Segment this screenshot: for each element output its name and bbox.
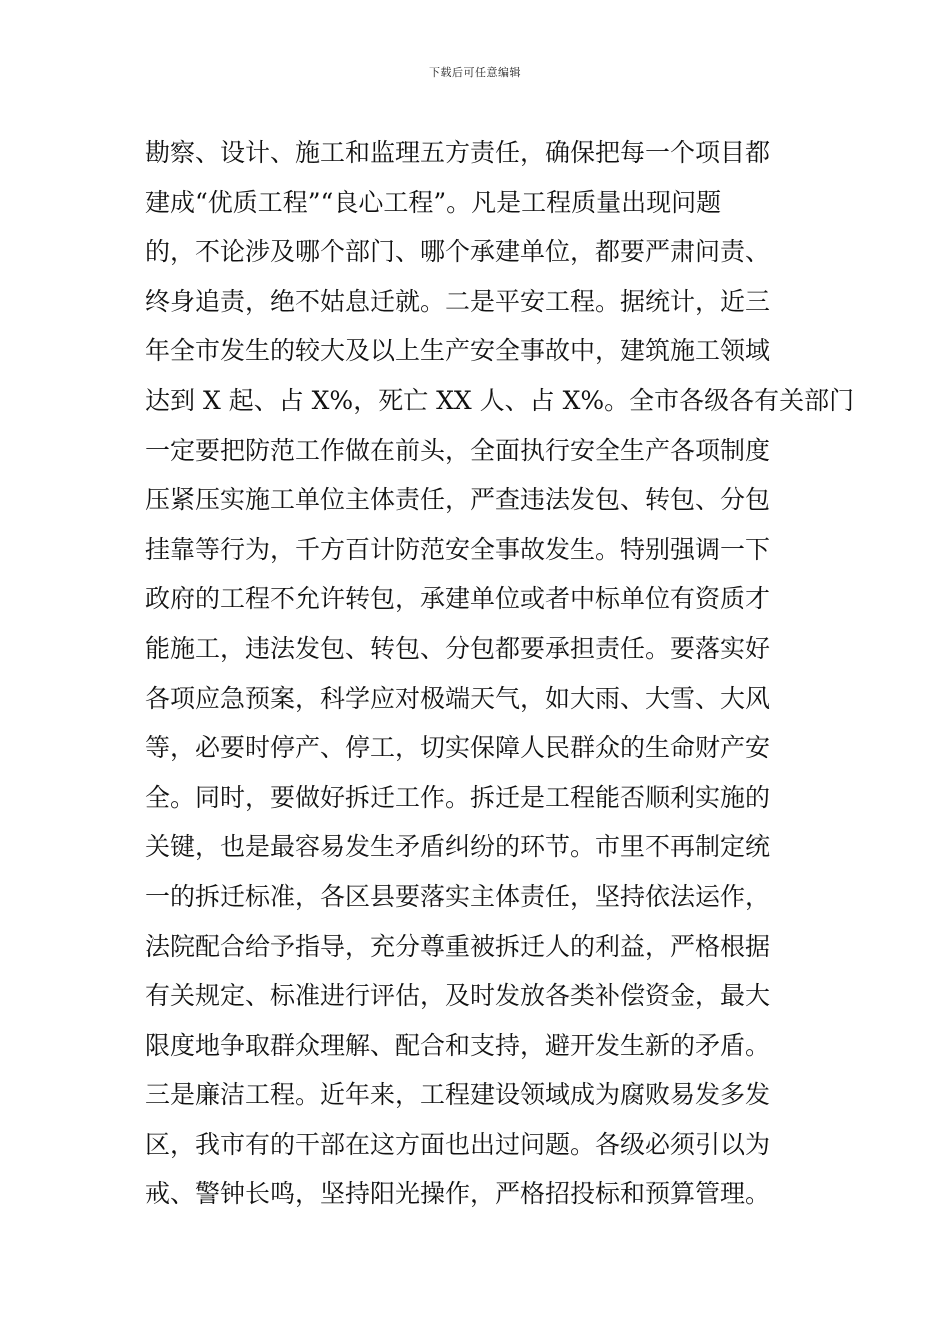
text-line: 等，必要时停产、停工，切实保障人民群众的生命财产安 bbox=[145, 733, 771, 763]
text-line: 压紧压实施工单位主体责任，严查违法发包、转包、分包 bbox=[145, 485, 771, 515]
text-line: 一定要把防范工作做在前头，全面执行安全生产各项制度 bbox=[145, 435, 771, 465]
text-line: 限度地争取群众理解、配合和支持，避开发生新的矛盾。 bbox=[145, 1030, 771, 1060]
text-line: 全。同时，要做好拆迁工作。拆迁是工程能否顺利实施的 bbox=[145, 782, 771, 812]
text-line: 有关规定、标准进行评估，及时发放各类补偿资金，最大 bbox=[145, 981, 771, 1011]
text-line: 建成“优质工程”“良心工程”。凡是工程质量出现问题 bbox=[145, 187, 722, 217]
body-text bbox=[145, 128, 855, 1219]
text-line: 各项应急预案，科学应对极端天气，如大雨、大雪、大风 bbox=[145, 683, 771, 713]
page-header-note: 下载后可任意编辑 bbox=[429, 66, 521, 79]
text-line: 年全市发生的较大及以上生产安全事故中，建筑施工领域 bbox=[145, 336, 771, 366]
text-line: 终身追责，绝不姑息迁就。二是平安工程。据统计，近三 bbox=[145, 286, 771, 316]
text-line: 达到 X 起、占 X%，死亡 XX 人、占 X%。全市各级各有关部门 bbox=[145, 385, 855, 415]
text-line: 能施工，违法发包、转包、分包都要承担责任。要落实好 bbox=[145, 633, 771, 663]
text-line: 的，不论涉及哪个部门、哪个承建单位，都要严肃问责、 bbox=[145, 237, 771, 267]
text-line: 三是廉洁工程。近年来，工程建设领域成为腐败易发多发 bbox=[145, 1080, 771, 1110]
text-line: 政府的工程不允许转包，承建单位或者中标单位有资质才 bbox=[145, 584, 771, 614]
text-line: 戒、警钟长鸣，坚持阳光操作，严格招投标和预算管理。 bbox=[145, 1179, 771, 1209]
text-line: 挂靠等行为，千方百计防范安全事故发生。特别强调一下 bbox=[145, 534, 771, 564]
text-line: 勘察、设计、施工和监理五方责任，确保把每一个项目都 bbox=[145, 138, 771, 167]
text-line: 法院配合给予指导，充分尊重被拆迁人的利益，严格根据 bbox=[145, 931, 771, 961]
text-line: 关键，也是最容易发生矛盾纠纷的环节。市里不再制定统 bbox=[145, 832, 771, 862]
text-line: 一的拆迁标准，各区县要落实主体责任，坚持依法运作， bbox=[145, 881, 771, 911]
text-line: 区，我市有的干部在这方面也出过问题。各级必须引以为 bbox=[145, 1129, 771, 1159]
